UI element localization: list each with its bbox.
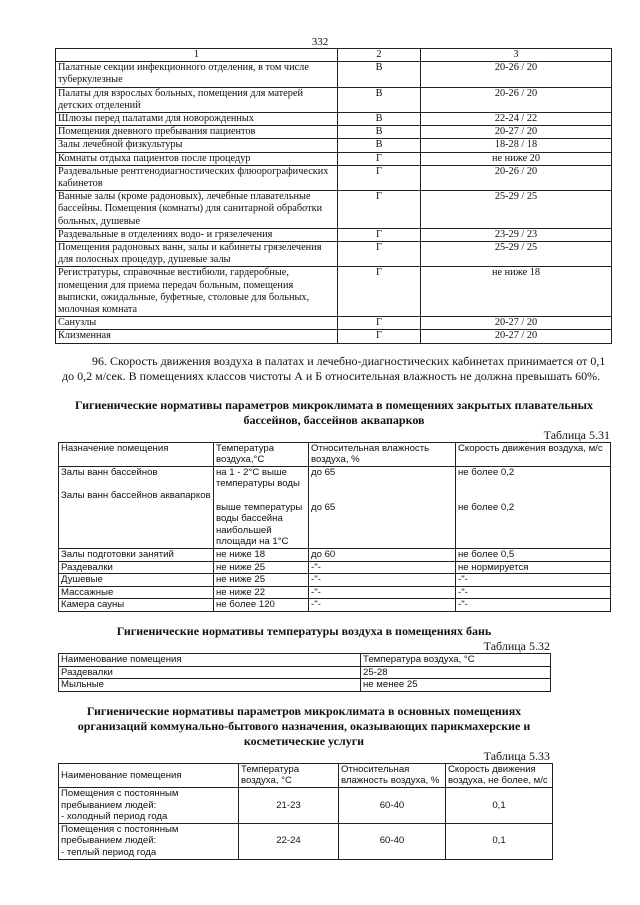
table-cell: не нормируется [456,561,611,574]
table-cell: 20-26 / 20 [421,62,612,87]
table-cell: Г [338,191,421,229]
table-row [59,666,551,679]
table-cell: В [338,87,421,112]
table-cell: не более 0,5 [456,549,611,562]
table-row [59,823,553,859]
table-cell: -"- [309,599,456,612]
table-row [59,599,611,612]
table-cell: 21-23 [239,787,339,823]
table-cell: Залы подготовки занятий [59,549,214,562]
table-row [59,679,551,692]
table-row [59,561,611,574]
table-cell: не менее 25 [361,679,551,692]
table-row [59,549,611,562]
header-cell: 1 [56,49,338,62]
table-row [56,87,612,112]
table-cell: не ниже 22 [214,586,309,599]
table-row [56,228,612,241]
table-cell: 25-28 [361,666,551,679]
table-row [56,330,612,343]
table-5-31-title: Гигиенические нормативы параметров микроклимата в помещениях закрытых плавательных бассейнов, бассейнов аквапарков [74,397,594,427]
table-cell: на 1 - 2°С выше температуры воды выше температуры воды бассейна наибольшей площади на 1°С [214,466,309,548]
table-cell: Залы лечебной физкультуры [56,139,338,152]
table-cell: 22-24 / 22 [421,113,612,126]
table-cell: Комнаты отдыха пациентов после процедур [56,152,338,165]
table-cell: 18-28 / 18 [421,139,612,152]
header-cell: 2 [338,49,421,62]
table-cell: -"- [309,586,456,599]
table-cell: -"- [456,574,611,587]
table-cell: Раздевалки [59,666,361,679]
table-cell: не ниже 18 [421,267,612,317]
table-cell: Массажные [59,586,214,599]
table-cell: Помещения радоновых ванн, залы и кабинеты грязелечения для полосных процедур, душевые залы [56,242,338,267]
table-cell: Регистратуры, справочные вестибюли, гардеробные, помещения для приема передач больным, помещения выписки, ожидальные, буфетные, столовые для больных, молочная комната [56,267,338,317]
table-cell: не ниже 20 [421,152,612,165]
table-cell: 20-27 / 20 [421,126,612,139]
table-header-row [59,763,553,787]
table-cell: В [338,62,421,87]
table-5-32 [58,653,551,692]
table-cell: Ванные залы (кроме радоновых), лечебные плавательные бассейны. Помещения (комнаты) для санитарной обработки больных, душевые [56,191,338,229]
table-cell: Клизменная [56,330,338,343]
header-cell: Температура воздуха,°С [214,442,309,466]
table-cell: не более 120 [214,599,309,612]
table-cell: Шлюзы перед палатами для новорожденных [56,113,338,126]
header-cell: Температура воздуха, °С [361,653,551,666]
table-5-32-title: Гигиенические нормативы температуры воздуха в помещениях бань [116,623,492,638]
table-5-32-label: Таблица 5.32 [483,638,550,653]
table-cell: Раздевальные в отделениях водо- и грязелечения [56,228,338,241]
table-row [56,165,612,190]
table-cell: Залы ванн бассейнов Залы ванн бассейнов аквапарков [59,466,214,548]
table-cell: -"- [309,574,456,587]
header-cell: Наименование помещения [59,763,239,787]
table-cell: В [338,139,421,152]
table-cell: Помещения дневного пребывания пациентов [56,126,338,139]
table-cell: 23-29 / 23 [421,228,612,241]
table-cell: до 60 [309,549,456,562]
table-cell: не ниже 18 [214,549,309,562]
table-row [56,152,612,165]
table-5-33 [58,763,553,860]
table-cell: 0,1 [446,823,553,859]
table-cell: не более 0,2 не более 0,2 [456,466,611,548]
table-cell: -"- [456,586,611,599]
table-cell: 20-26 / 20 [421,165,612,190]
table-cell: Г [338,228,421,241]
table-cell: Г [338,317,421,330]
header-cell: Скорость движения воздуха, не более, м/с [446,763,553,787]
table-header-row [59,442,611,466]
table-cell: 25-29 / 25 [421,242,612,267]
table-row [56,113,612,126]
table-5-33-label: Таблица 5.33 [483,748,550,763]
table-cell: Палаты для взрослых больных, помещения для матерей детских отделений [56,87,338,112]
table-cell: Помещения с постоянным пребыванием людей: - теплый период года [59,823,239,859]
table-row [59,466,611,548]
table-cell: Помещения с постоянным пребыванием людей: - холодный период года [59,787,239,823]
table-cell: 25-29 / 25 [421,191,612,229]
table-row [56,126,612,139]
table-cell: Г [338,267,421,317]
table-cell: Палатные секции инфекционного отделения, в том числе туберкулезные [56,62,338,87]
header-cell: Относительная влажность воздуха, % [339,763,446,787]
table-cell: Раздевальные рентгенодиагностических флюорографических кабинетов [56,165,338,190]
table-row [56,62,612,87]
table-cell: Камера сауны [59,599,214,612]
table-cell: 0,1 [446,787,553,823]
table-cell: 60-40 [339,787,446,823]
table-cell: Санузлы [56,317,338,330]
table-row [56,317,612,330]
table-cell: Г [338,330,421,343]
header-cell: Назначение помещения [59,442,214,466]
table-cell: не ниже 25 [214,561,309,574]
table-cell: Г [338,165,421,190]
table-cell: не ниже 25 [214,574,309,587]
table-cell: Душевые [59,574,214,587]
table-cell: -"- [309,561,456,574]
table-cell: 20-27 / 20 [421,330,612,343]
header-cell: Наименование помещения [59,653,361,666]
table-cell: 20-26 / 20 [421,87,612,112]
table-5-31-label: Таблица 5.31 [543,427,610,442]
table-row [59,574,611,587]
table-cell: 20-27 / 20 [421,317,612,330]
table-cell: Г [338,242,421,267]
table-room-temperatures [55,48,612,344]
table-row [56,267,612,317]
page-number: 332 [311,36,329,48]
table-cell: 60-40 [339,823,446,859]
table-5-31 [58,442,611,612]
header-cell: Температура воздуха, °С [239,763,339,787]
table-cell: Раздевалки [59,561,214,574]
table-header-row [56,49,612,62]
header-cell: 3 [421,49,612,62]
table-cell: Мыльные [59,679,361,692]
table-cell: В [338,126,421,139]
table-cell: В [338,113,421,126]
table-row [59,787,553,823]
table-cell: Г [338,152,421,165]
table-cell: до 65 до 65 [309,466,456,548]
header-cell: Скорость движения воздуха, м/с [456,442,611,466]
table-row [56,191,612,229]
paragraph-96: 96. Скорость движения воздуха в палатах и лечебно-диагностических кабинетах принимается от 0,1 до 0,2 м/сек. В помещениях классов чистоты А и Б относительная влажность не должна превышать 60%. [62,353,606,383]
table-row [59,586,611,599]
table-5-33-title: Гигиенические нормативы параметров микроклимата в основных помещениях организаций коммунально-бытового назначения, оказывающих парикмахерские и косметические услуги [77,703,531,748]
header-cell: Относительная влажность воздуха, % [309,442,456,466]
table-cell: -"- [456,599,611,612]
table-cell: 22-24 [239,823,339,859]
table-row [56,242,612,267]
table-row [56,139,612,152]
table-header-row [59,653,551,666]
